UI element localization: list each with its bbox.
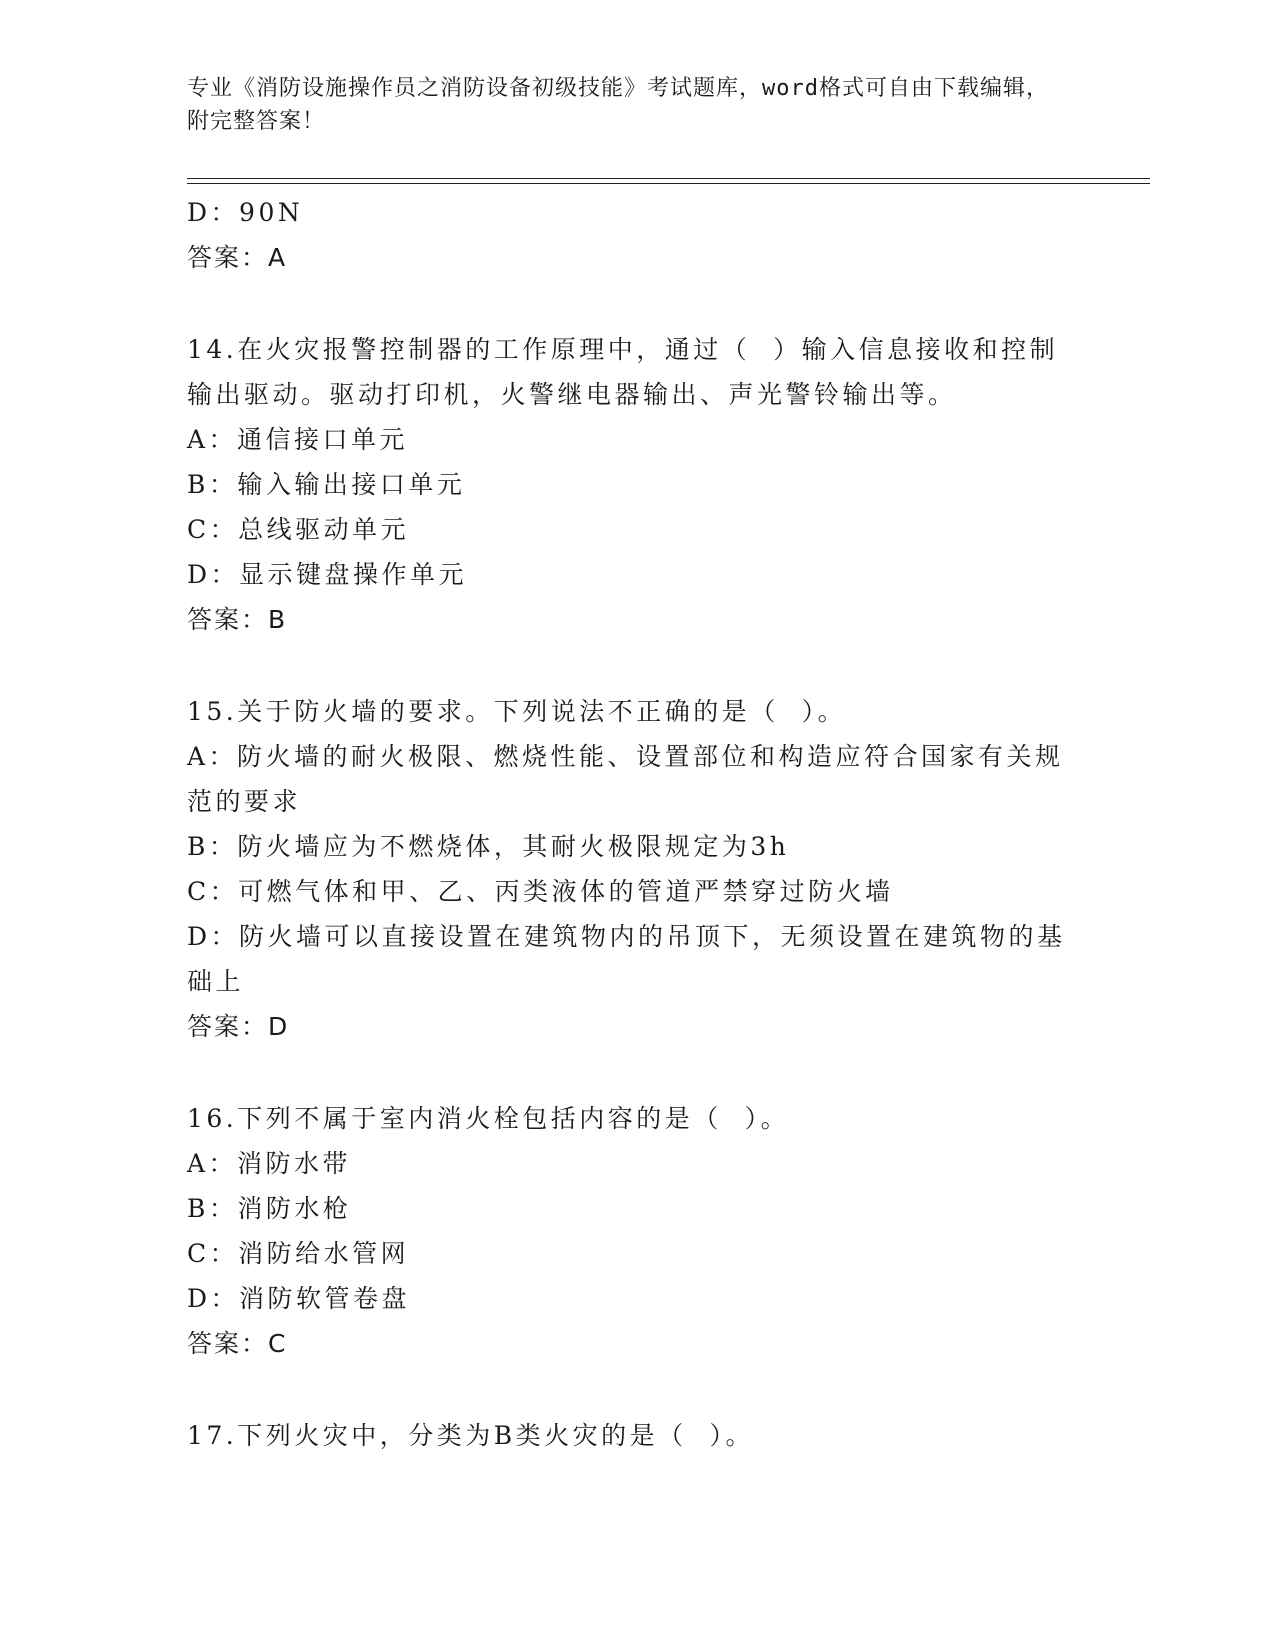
option-d: D：90N (187, 198, 304, 227)
option-d: D：消防软管卷盘 (187, 1284, 411, 1313)
question-16 (187, 1096, 1077, 1367)
spacer (187, 643, 1077, 689)
question-stem: 15.关于防火墙的要求。下列说法不正确的是（ ）。 (187, 697, 847, 726)
spacer (187, 1050, 1077, 1096)
option-a: A：防火墙的耐火极限、燃烧性能、设置部位和构造应符合国家有关规范的要求 (187, 742, 1064, 816)
option-d: D：显示键盘操作单元 (187, 560, 468, 589)
question-15 (187, 689, 1077, 1050)
header-divider-bottom (187, 183, 1150, 184)
question-list (187, 190, 1077, 1458)
option-a: A：消防水带 (187, 1149, 352, 1178)
option-c: C：可燃气体和甲、乙、丙类液体的管道严禁穿过防火墙 (187, 877, 894, 906)
option-b: B：输入输出接口单元 (187, 470, 466, 499)
question-stem: 17.下列火灾中，分类为B类火灾的是（ ）。 (187, 1421, 755, 1450)
option-a: A：通信接口单元 (187, 425, 409, 454)
option-b: B：防火墙应为不燃烧体，其耐火极限规定为3h (187, 832, 790, 861)
spacer (187, 281, 1077, 327)
option-c: C：总线驱动单元 (187, 515, 410, 544)
option-b: B：消防水枪 (187, 1194, 352, 1223)
question-17 (187, 1413, 1077, 1458)
question-stem: 14.在火灾报警控制器的工作原理中，通过（ ）输入信息接收和控制输出驱动。驱动打印机，火警继电器输出、声光警铃输出等。 (187, 335, 1059, 409)
header-divider-top (187, 178, 1150, 179)
question-stem: 16.下列不属于室内消火栓包括内容的是（ ）。 (187, 1104, 790, 1133)
page-header: 专业《消防设施操作员之消防设备初级技能》考试题库，word格式可自由下载编辑，附完整答案！ (187, 76, 1049, 134)
answer-line: 答案：B (187, 605, 288, 634)
answer-line: 答案：A (187, 243, 288, 272)
option-c: C：消防给水管网 (187, 1239, 410, 1268)
spacer (187, 1367, 1077, 1413)
option-d: D：防火墙可以直接设置在建筑物内的吊顶下，无须设置在建筑物的基础上 (187, 922, 1066, 996)
answer-line: 答案：C (187, 1329, 288, 1358)
question-14 (187, 327, 1077, 643)
answer-line: 答案：D (187, 1012, 290, 1041)
